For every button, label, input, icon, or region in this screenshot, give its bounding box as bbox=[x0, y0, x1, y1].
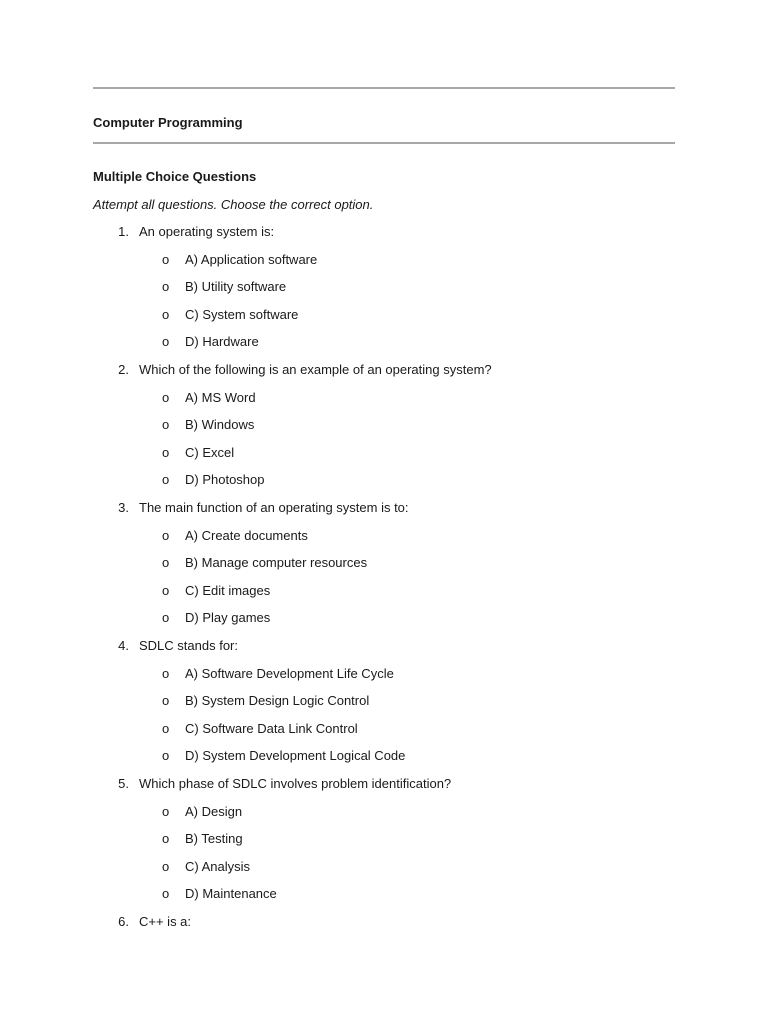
question-number: 3. bbox=[118, 500, 129, 515]
bullet-icon: o bbox=[162, 582, 170, 598]
bullet-icon: o bbox=[162, 665, 170, 681]
bullet-icon: o bbox=[162, 472, 170, 488]
bullet-icon: o bbox=[162, 720, 170, 736]
bullet-icon: o bbox=[162, 610, 170, 626]
option-text: B) Utility software bbox=[185, 279, 287, 295]
header-divider bbox=[93, 142, 675, 144]
bullet-icon: o bbox=[162, 389, 170, 405]
question-number: 1. bbox=[118, 224, 129, 239]
option-text: C) Edit images bbox=[185, 582, 271, 598]
option-text: B) System Design Logic Control bbox=[185, 693, 370, 709]
option-text: B) Manage computer resources bbox=[185, 555, 368, 571]
option-text: C) System software bbox=[185, 306, 299, 322]
bullet-icon: o bbox=[162, 693, 170, 709]
option-text: B) Testing bbox=[185, 831, 243, 847]
option-text: D) Play games bbox=[185, 610, 271, 626]
option-text: B) Windows bbox=[185, 417, 255, 433]
top-divider bbox=[93, 87, 675, 89]
instructions: Attempt all questions. Choose the correct option. bbox=[93, 197, 374, 212]
question-number: 4. bbox=[118, 638, 129, 653]
bullet-icon: o bbox=[162, 748, 170, 764]
option-text: D) Photoshop bbox=[185, 472, 265, 488]
question-text: SDLC stands for: bbox=[139, 638, 238, 653]
option-text: A) Software Development Life Cycle bbox=[185, 665, 394, 681]
section-title: Multiple Choice Questions bbox=[93, 169, 257, 184]
option-text: A) Design bbox=[185, 803, 243, 819]
question-number: 6. bbox=[118, 914, 129, 929]
question-text: Which phase of SDLC involves problem identification? bbox=[139, 776, 452, 791]
bullet-icon: o bbox=[162, 527, 170, 543]
bullet-icon: o bbox=[162, 803, 170, 819]
course-title: Computer Programming bbox=[93, 115, 243, 130]
option-text: A) MS Word bbox=[185, 389, 256, 405]
option-text: D) System Development Logical Code bbox=[185, 748, 406, 764]
question-text: The main function of an operating system is to: bbox=[139, 500, 409, 515]
bullet-icon: o bbox=[162, 334, 170, 350]
bullet-icon: o bbox=[162, 306, 170, 322]
question-number: 5. bbox=[118, 776, 129, 791]
option-text: D) Maintenance bbox=[185, 886, 277, 902]
bullet-icon: o bbox=[162, 858, 170, 874]
option-text: D) Hardware bbox=[185, 334, 259, 350]
option-text: A) Create documents bbox=[185, 527, 308, 543]
question-text: Which of the following is an example of an operating system? bbox=[139, 362, 492, 377]
bullet-icon: o bbox=[162, 886, 170, 902]
option-text: A) Application software bbox=[185, 251, 318, 267]
bullet-icon: o bbox=[162, 251, 170, 267]
bullet-icon: o bbox=[162, 555, 170, 571]
bullet-icon: o bbox=[162, 417, 170, 433]
bullet-icon: o bbox=[162, 444, 170, 460]
option-text: C) Software Data Link Control bbox=[185, 720, 358, 736]
question-number: 2. bbox=[118, 362, 129, 377]
option-text: C) Excel bbox=[185, 444, 235, 460]
option-text: C) Analysis bbox=[185, 858, 251, 874]
question-text: C++ is a: bbox=[139, 914, 192, 929]
bullet-icon: o bbox=[162, 831, 170, 847]
bullet-icon: o bbox=[162, 279, 170, 295]
question-text: An operating system is: bbox=[139, 224, 275, 239]
